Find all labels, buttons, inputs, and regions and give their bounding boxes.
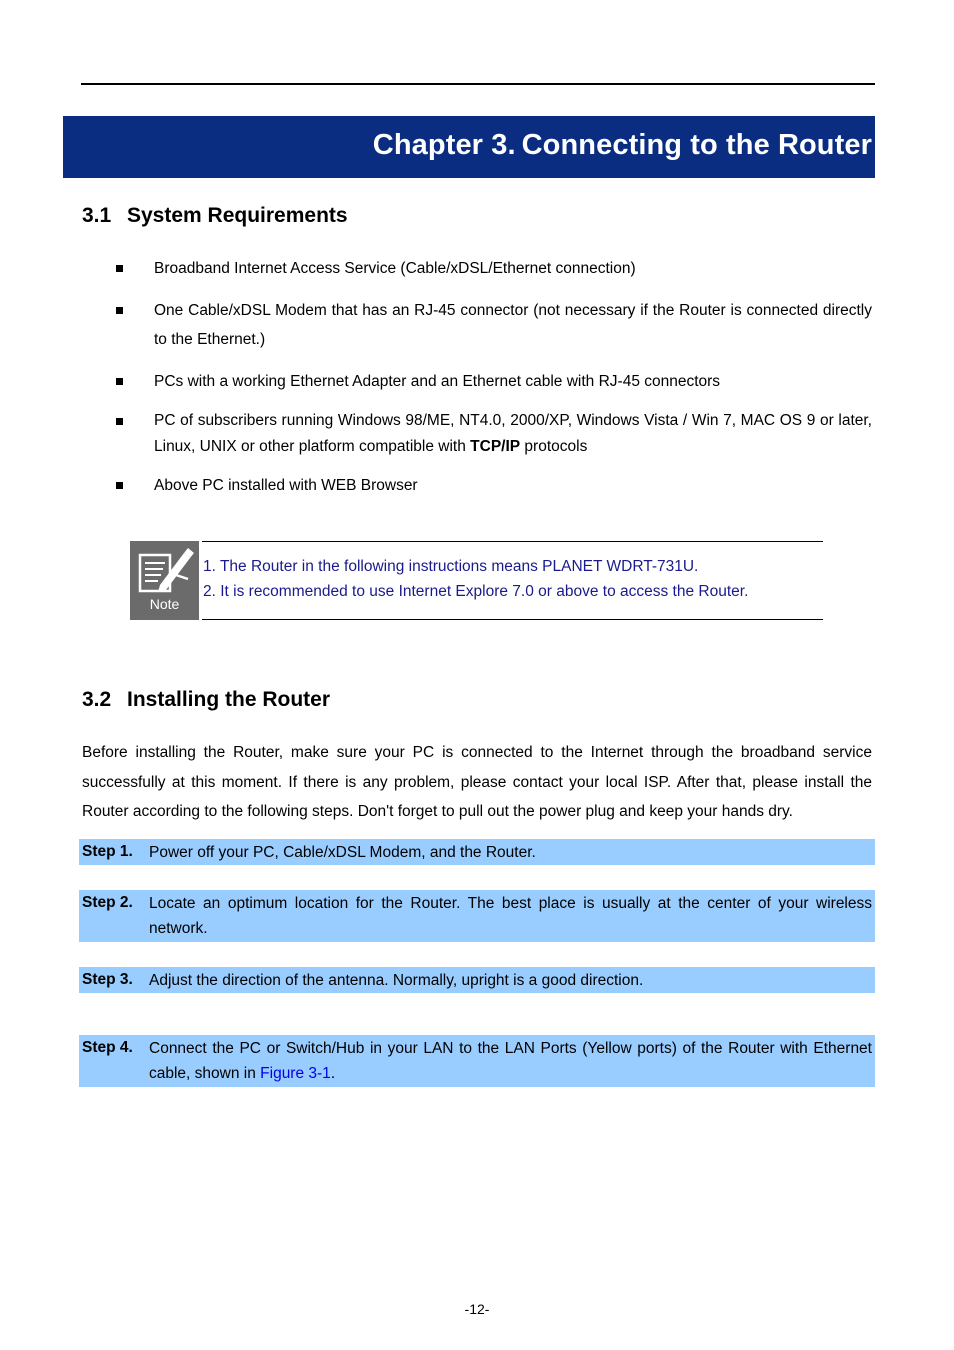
step-text: Power off your PC, Cable/xDSL Modem, and the Router. [149,844,536,861]
section-heading-3-2 [82,688,330,712]
bullet-square-icon [116,482,123,489]
note-line-2: 2. It is recommended to use Internet Explore 7.0 or above to access the Router. [203,583,749,600]
step-4 [79,1035,875,1087]
chapter-number: Chapter 3. [372,129,516,161]
section-number: 3.1 [82,204,112,227]
list-item-text-part: protocols [520,438,588,455]
chapter-title [373,129,872,162]
list-item-text-part: PC of subscribers running Windows 98/ME, NT4.0, 2000/XP, Windows Vista / Win 7, MAC OS 9 or later, Linux, UNIX or other platform compatible with [154,412,872,455]
bullet-square-icon [116,418,123,425]
list-item [115,367,872,396]
step-text [149,1035,872,1086]
step-2 [79,890,875,942]
note-bottom-rule [202,619,823,620]
step-text: Locate an optimum location for the Router. The best place is usually at the center of your wireless network. [149,895,872,937]
section-number: 3.2 [82,688,112,711]
step-label: Step 1. [82,843,133,860]
tcpip-bold-text: TCP/IP [470,438,521,455]
chapter-banner [63,116,875,178]
figure-3-1-link[interactable]: Figure 3-1 [260,1065,331,1082]
note-line-1: 1. The Router in the following instructions means PLANET WDRT-731U. [203,558,699,575]
list-item [115,254,872,283]
step-label: Step 3. [82,971,133,988]
list-item-text: Broadband Internet Access Service (Cable/xDSL/Ethernet connection) [154,260,636,277]
step-3 [79,967,875,993]
list-item [115,471,872,500]
list-item [115,408,872,460]
list-item-text: PCs with a working Ethernet Adapter and an Ethernet cable with RJ-45 connectors [154,373,721,390]
section-title: Installing the Router [127,688,331,711]
note-label: Note [149,596,180,612]
bullet-square-icon [116,307,123,314]
list-item-text: Above PC installed with WEB Browser [154,477,418,494]
header-rule [81,83,875,85]
step-text-part: Connect the PC or Switch/Hub in your LAN to the LAN Ports (Yellow ports) of the Router with Ethernet cable, shown in [149,1040,872,1082]
step-text-part: . [330,1065,336,1082]
list-item-text: One Cable/xDSL Modem that has an RJ-45 connector (not necessary if the Router is connected directly to the Ethernet.) [154,302,872,348]
note-pencil-icon [130,541,199,620]
section-title: System Requirements [127,204,348,227]
page-number: -12- [464,1301,490,1317]
bullet-square-icon [116,378,123,385]
intro-paragraph: Before installing the Router, make sure your PC is connected to the Internet through the broadband service successfully at this moment. If there is any problem, please contact your local ISP. After that, please install the Router according to the following steps. Don't forget to pull out the power plug and keep your hands dry. [82,744,872,820]
list-item [115,296,872,354]
step-label: Step 4. [82,1039,133,1056]
chapter-name: Connecting to the Router [521,129,872,161]
step-label: Step 2. [82,894,133,911]
bullet-square-icon [116,265,123,272]
section-heading-3-1 [82,204,348,228]
step-1 [79,839,875,865]
list-item-text [154,408,872,460]
step-text: Adjust the direction of the antenna. Normally, upright is a good direction. [149,972,644,989]
note-top-rule [202,541,823,542]
